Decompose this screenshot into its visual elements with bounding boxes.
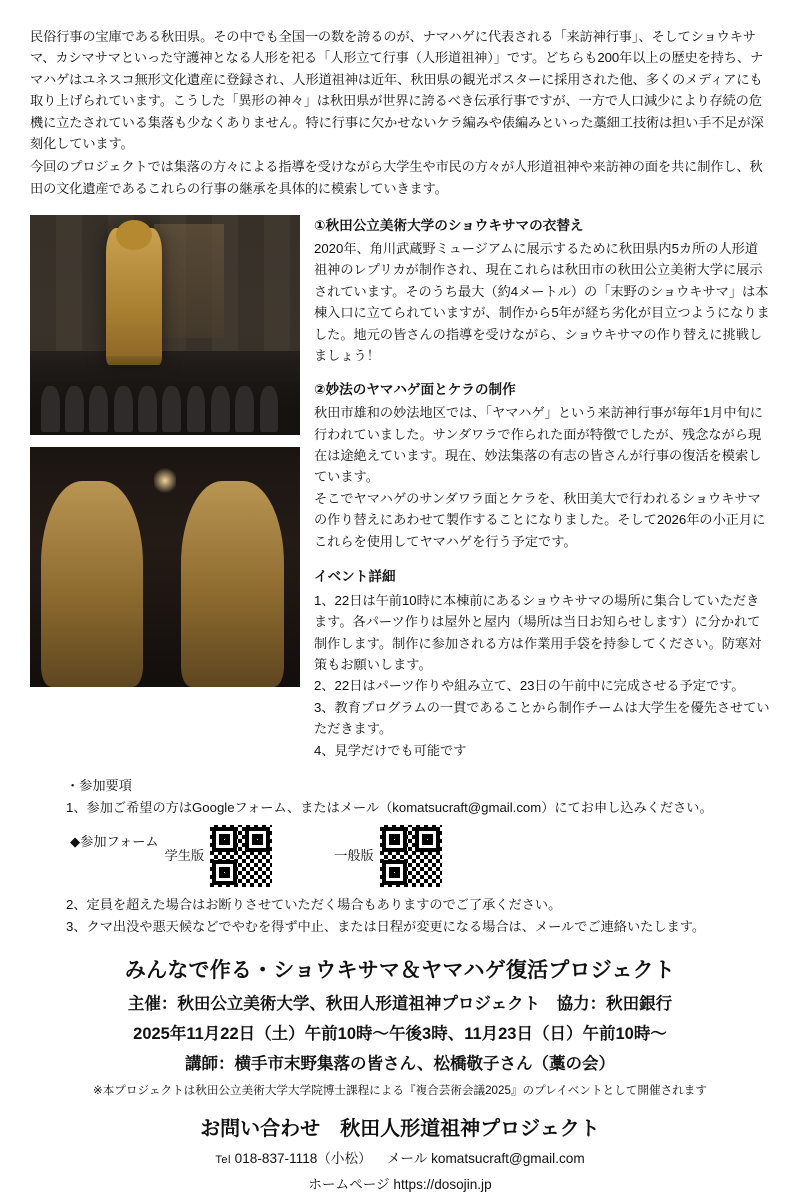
intro-paragraph-2: 今回のプロジェクトでは集落の方々による指導を受けながら大学生や市民の方々が人形道祖神や来訪神の面を共に制作し、秋田の文化遺産であるこれらの行事の継承を具体的に模索していきます。 [30, 159, 763, 196]
event-detail-heading: イベント詳細 [314, 568, 396, 584]
qr-general-group [334, 825, 442, 887]
qr-student-caption: 学生版 [164, 847, 205, 863]
photo-shoukisama-group [30, 215, 300, 435]
text-column [300, 215, 770, 761]
homepage-value[interactable]: https://dosojin.jp [393, 1176, 492, 1192]
application-line-1: 1、参加ご希望の方はGoogleフォーム、またはメール（komatsucraft@gmail.com）にてお申し込みください。 [66, 799, 713, 815]
section-2-heading: ②妙法のヤマハゲ面とケラの制作 [314, 382, 516, 398]
event-detail-item-4: 4、見学だけでも可能です [314, 742, 467, 758]
contact-tel-line [30, 1147, 770, 1167]
project-title: みんなで作る・ショウキサマ＆ヤマハゲ復活プロジェクト [124, 958, 676, 982]
qr-code-general-icon[interactable] [380, 825, 442, 887]
contact-block [30, 1112, 770, 1193]
intro-block [30, 26, 770, 199]
event-detail-item-2: 2、22日はパーツ作りや組み立て、23日の午前中に完成させる予定です。 [314, 678, 745, 694]
body-area [30, 215, 770, 761]
qr-row [66, 825, 770, 887]
application-form-label: ◆参加フォーム [70, 833, 159, 849]
event-detail-item-3: 3、教育プログラムの一貫であることから制作チームは大学生を優先させていただきます。 [314, 699, 770, 737]
contact-title: お問い合わせ 秋田人形道祖神プロジェクト [200, 1117, 600, 1140]
qr-student-group [165, 825, 273, 887]
mail-label: メール [386, 1150, 428, 1166]
application-line-2: 2、定員を超えた場合はお断りさせていただく場合もありますのでご了承ください。 [66, 896, 562, 912]
intro-paragraph-1: 民俗行事の宝庫である秋田県。その中でも全国一の数を誇るのが、ナマハゲに代表される「来訪神行事」、そしてショウキサマ、カシマサマといった守護神となる人形を祀る「人形立て行事（人形道祖神）」です。どちらも200年以上の歴史を持ち、ナマハゲはユネスコ無形文化遺産に登録され、人形道祖神は近年、秋田県の観光ポスターに採用された他、多くのメディアにも取り上げられています。こうした「異形の神々」は秋田県が世界に誇るべき伝承行事ですが、一方で人口減少により存続の危機に立たされている集落も少なくありません。特に行事に欠かせないケラ編みや俵編みといった藁細工技術は担い手不足が深刻化しています。 [30, 29, 764, 151]
application-heading: ・参加要項 [66, 777, 132, 793]
section-1-heading: ①秋田公立美術大学のショウキサマの衣替え [314, 218, 584, 233]
section-1-paragraph-1: 2020年、角川武蔵野ミュージアムに展示するために秋田県内5カ所の人形道祖神のレプリカが制作され、現在これらは秋田市の秋田公立美術大学に展示されています。そのうち最大（約4メートル）の「末野のショウキサマ」は本棟入口に立てられていますが、制作から5年が経ち劣化が目立つようになりました。地元の皆さんの指導を受けながら、ショウキサマの作り替えに挑戦しましょう！ [314, 241, 770, 363]
application-line-3: 3、クマ出没や悪天候などでやむを得ず中止、または日程が変更になる場合は、メールでご連絡いたします。 [66, 918, 706, 934]
section-2-paragraph-1: 秋田市雄和の妙法地区では、「ヤマハゲ」という来訪神行事が毎年1月中旬に行われていました。サンダワラで作られた面が特徴でしたが、残念ながら現在は途絶えています。現在、妙法集落の有志の皆さんが行事の復活を模索しています。 [314, 405, 763, 485]
contact-homepage-line [30, 1173, 770, 1193]
mail-value[interactable]: komatsucraft@gmail.com [431, 1150, 585, 1166]
date-line: 2025年11月22日（土）午前10時〜午後3時、11月23日（日）午前10時〜 [133, 1024, 667, 1043]
lecturer-line: 講師：横手市末野集落の皆さん、松橋敬子さん（藁の会） [185, 1054, 615, 1073]
qr-general-caption: 一般版 [334, 847, 374, 863]
qr-code-student-icon[interactable] [210, 825, 272, 887]
homepage-label: ホームページ [308, 1176, 390, 1192]
photo-yamahage [30, 447, 300, 687]
section-2-paragraph-2: そこでヤマハゲのサンダワラ面とケラを、秋田美大で行われるショウキサマの作り替えにあわせて製作することになりました。そして2026年の小正月にこれらを使用してヤマハゲを行う予定です。 [314, 490, 766, 549]
organizer-line: 主催：秋田公立美術大学、秋田人形道祖神プロジェクト 協力：秋田銀行 [127, 994, 673, 1013]
application-block [30, 775, 770, 938]
event-detail-item-1: 1、22日は午前10時に本棟前にあるショウキサマの場所に集合していただきます。各パーツ作りは屋外と屋内（場所は当日お知らせします）に分かれて制作します。制作に参加される方は作業用手袋を持参してください。防寒対策もお願いします。 [314, 592, 762, 673]
tel-value: 018-837-1118（小松） [234, 1150, 372, 1166]
tel-label: Tel [215, 1153, 231, 1166]
footer-block [30, 954, 770, 1098]
footer-note: ※本プロジェクトは秋田公立美術大学大学院博士課程による『複合芸術会議2025』のプレイベントとして開催されます [93, 1083, 707, 1097]
photo-column [30, 215, 300, 687]
